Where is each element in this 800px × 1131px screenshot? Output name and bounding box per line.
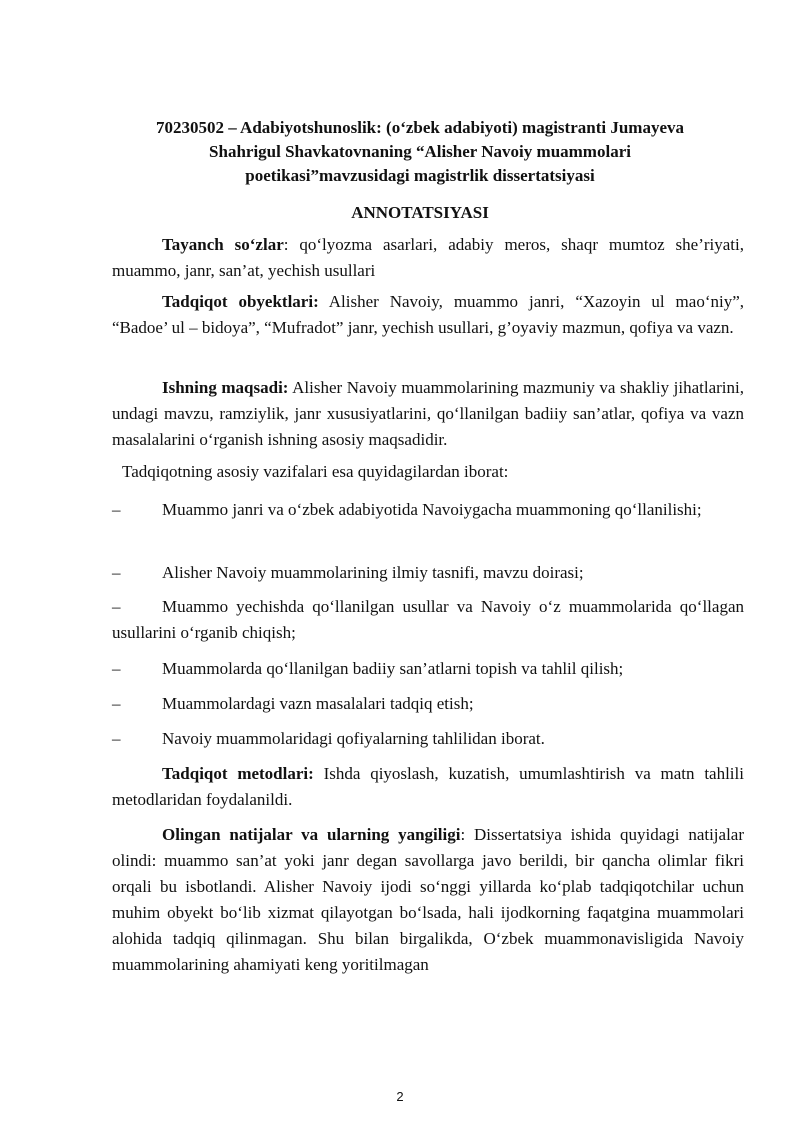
title-line-1: 70230502 – Adabiyotshunoslik: (o‘zbek adabiyoti) magistranti Jumayeva xyxy=(156,118,684,137)
objects-label: Tadqiqot obyektlari: xyxy=(162,292,319,311)
methods-label: Tadqiqot metodlari: xyxy=(162,764,314,783)
task-item xyxy=(112,560,744,586)
objects-paragraph xyxy=(112,289,744,341)
keywords-text: : qo‘lyozma asarlari, adabiy meros, shaqr mumtoz she’riyati, muammo, janr, san’at, yechish usullari xyxy=(112,235,744,280)
page-number: 2 xyxy=(396,1089,404,1104)
list-dash: – xyxy=(112,500,121,519)
results-text: : Dissertatsiya ishida quyidagi natijalar olindi: muammo san’at yoki janr degan savollarga javo berildi, bir qancha olimlar fikri orqali bu isbotlandi. Alisher Navoiy ijodi so‘nggi yillarda ko‘plab tadqiqotchilar uchun muhim obyekt bo‘lib xizmat qilayotgan bo‘lsada, hali ijodkorning faqatgina muammolari alohida tadqiq qilinmagan. Shu bilan birgalikda, O‘zbek muammonavisligida Navoiy muammolarining ahamiyati keng yoritilmagan xyxy=(112,825,745,974)
document-title xyxy=(110,116,730,188)
task-text: Muammolarda qo‘llanilgan badiiy san’atlarni topish va tahlil qilish; xyxy=(162,659,624,678)
methods-paragraph xyxy=(112,761,744,813)
tasks-intro: Tadqiqotning asosiy vazifalari esa quyidagilardan iborat: xyxy=(122,462,509,481)
results-label: Olingan natijalar va ularning yangiligi xyxy=(162,825,461,844)
task-text: Muammo yechishda qo‘llanilgan usullar va Navoiy o‘z muammolarida qo‘llagan usullarini o‘rganib chiqish; xyxy=(112,597,744,642)
goal-paragraph xyxy=(112,375,744,453)
task-item xyxy=(112,497,744,523)
results-paragraph xyxy=(112,822,744,978)
goal-label: Ishning maqsadi: xyxy=(162,378,289,397)
title-line-2: Shahrigul Shavkatovnaning “Alisher Navoiy muammolari xyxy=(209,142,631,161)
task-text: Muammo janri va o‘zbek adabiyotida Navoiygacha muammoning qo‘llanilishi; xyxy=(162,500,702,519)
list-dash: – xyxy=(112,563,121,582)
task-item xyxy=(112,656,744,682)
list-dash: – xyxy=(112,729,121,748)
methods-text: Ishda qiyoslash, kuzatish, umumlashtirish va matn tahlili metodlaridan foydalanildi. xyxy=(112,764,744,809)
list-dash: – xyxy=(112,694,121,713)
title-line-3: poetikasi”mavzusidagi magistrlik dissertatsiyasi xyxy=(245,166,595,185)
task-item xyxy=(112,691,744,717)
keywords-label: Tayanch so‘zlar xyxy=(162,235,284,254)
list-dash: – xyxy=(112,597,121,616)
task-text: Muammolardagi vazn masalalari tadqiq etish; xyxy=(162,694,474,713)
keywords-paragraph xyxy=(112,232,744,284)
objects-text: Alisher Navoiy, muammo janri, “Xazoyin ul mao‘niy”, “Badoe’ ul – bidoya”, “Mufradot” janr, yechish usullari, g’oyaviy mazmun, qofiya va vazn. xyxy=(112,292,744,337)
task-item xyxy=(112,726,744,752)
annotation-heading: ANNOTATSIYASI xyxy=(351,203,489,222)
task-text: Alisher Navoiy muammolarining ilmiy tasnifi, mavzu doirasi; xyxy=(162,563,584,582)
task-item xyxy=(112,594,744,646)
task-text: Navoiy muammolaridagi qofiyalarning tahlilidan iborat. xyxy=(162,729,545,748)
list-dash: – xyxy=(112,659,121,678)
goal-text: Alisher Navoiy muammolarining mazmuniy va shakliy jihatlarini, undagi mavzu, ramziylik, janr xususiyatlarini, qo‘llanilgan badiiy san’atlar, qofiya va vazn masalalarini o‘rganish ishning asosiy maqsadidir. xyxy=(112,378,744,449)
